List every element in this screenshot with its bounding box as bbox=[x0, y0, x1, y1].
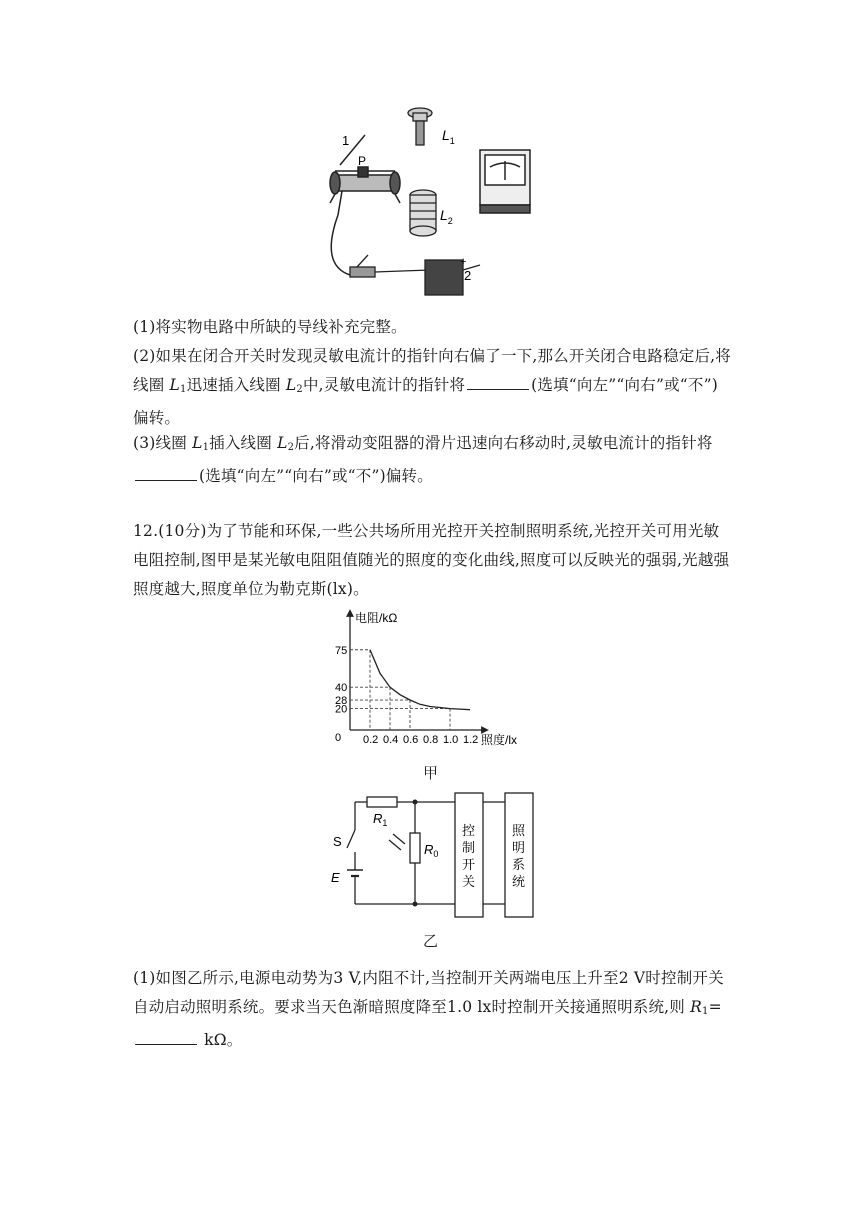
answer-blank-2[interactable] bbox=[467, 373, 529, 390]
q11-part3: (3)线圈 $L_1$插入线圈 $L_2$后,将滑动变阻器的滑片迅速向右移动时,灵敏电流计的指针将(选填“向左”“向右”或“不”)偏转。 bbox=[133, 434, 713, 485]
lighting-system-box bbox=[505, 793, 533, 917]
apparatus-figure bbox=[320, 95, 540, 305]
box1-char-3: 开 bbox=[462, 857, 476, 872]
dashed-reference-0 bbox=[350, 650, 370, 730]
answer-blank-3[interactable] bbox=[135, 464, 197, 481]
figure-yi-caption: 乙 bbox=[423, 932, 439, 950]
box2-char-3: 系 bbox=[512, 857, 526, 872]
y-tick-label: 40 bbox=[335, 682, 348, 695]
x-axis-label: 照度/lx bbox=[481, 733, 518, 747]
resistance-illuminance-chart bbox=[335, 608, 535, 753]
q11-part1: (1)将实物电路中所缺的导线补充完整。 bbox=[133, 318, 407, 336]
x-tick-label: 1.0 bbox=[443, 734, 459, 746]
figure-jia-caption: 甲 bbox=[423, 764, 439, 782]
box1-char-1: 控 bbox=[462, 823, 476, 838]
label-plus: + bbox=[460, 256, 467, 268]
dashed-reference-3 bbox=[350, 709, 450, 730]
label-L1: $L_1$ bbox=[442, 127, 455, 146]
box1-char-4: 关 bbox=[462, 874, 476, 889]
label-P: P bbox=[358, 154, 367, 168]
q12-intro: 12.(10分)为了节能和环保,一些公共场所用光控开关控制照明系统,光控开关可用光敏电阻控制,图甲是某光敏电阻阻值随光的照度的变化曲线,照度可以反映光的强弱,光越强照度越大,照度单位为勒克斯(lx)。 bbox=[133, 522, 730, 598]
label-R0: $R_0$ bbox=[424, 842, 439, 859]
x-tick-label: 0.4 bbox=[383, 734, 399, 746]
label-L2: $L_2$ bbox=[440, 207, 453, 226]
x-tick-label: 1.2 bbox=[463, 734, 479, 746]
x-tick-label: 0.6 bbox=[403, 734, 419, 746]
x-tick-label: 0.8 bbox=[423, 734, 439, 746]
q12-part1: (1)如图乙所示,电源电动势为3 V,内阻不计,当控制开关两端电压上升至2 V时控制开关自动启动照明系统。要求当天色渐暗照度降至1.0 lx时控制开关接通照明系统,则 $R_1= k\Omega$。 bbox=[133, 969, 724, 1049]
box2-char-4: 统 bbox=[512, 874, 526, 889]
box2-char-1: 照 bbox=[512, 823, 526, 838]
y-tick-label: 28 bbox=[335, 695, 348, 708]
y-tick-label: 0 bbox=[335, 732, 342, 744]
coil-L1 bbox=[408, 108, 432, 145]
box1-char-2: 制 bbox=[462, 840, 476, 855]
x-tick-label: 0.2 bbox=[363, 734, 379, 746]
label-R1: $R_1$ bbox=[373, 811, 388, 828]
y-axis-label: 电阻/kΩ bbox=[355, 611, 398, 625]
box2-char-2: 明 bbox=[512, 840, 526, 855]
switch-S bbox=[347, 830, 355, 848]
label-E: E bbox=[331, 870, 340, 885]
coil-L2 bbox=[410, 190, 436, 236]
dashed-reference-2 bbox=[350, 700, 410, 730]
control-switch-box bbox=[455, 793, 483, 917]
y-tick-label: 75 bbox=[335, 644, 348, 657]
circuit-diagram bbox=[325, 790, 555, 920]
q11-part2: (2)如果在闭合开关时发现灵敏电流计的指针向右偏了一下,那么开关闭合电路稳定后,将线圈 $L_1$迅速插入线圈 $L_2$中,灵敏电流计的指针将 (选填“向左”“向右”或“不”)偏转。 bbox=[133, 347, 732, 427]
photoresistor-R0 bbox=[410, 833, 420, 863]
resistance-curve bbox=[370, 650, 470, 710]
label-S: S bbox=[333, 834, 342, 849]
resistor-R1 bbox=[367, 797, 397, 807]
galvanometer bbox=[480, 150, 530, 213]
answer-blank-R1[interactable] bbox=[135, 1028, 197, 1045]
label-1: 1 bbox=[342, 133, 350, 148]
label-2: 2 bbox=[464, 268, 472, 283]
y-tick-label: 20 bbox=[335, 703, 348, 716]
